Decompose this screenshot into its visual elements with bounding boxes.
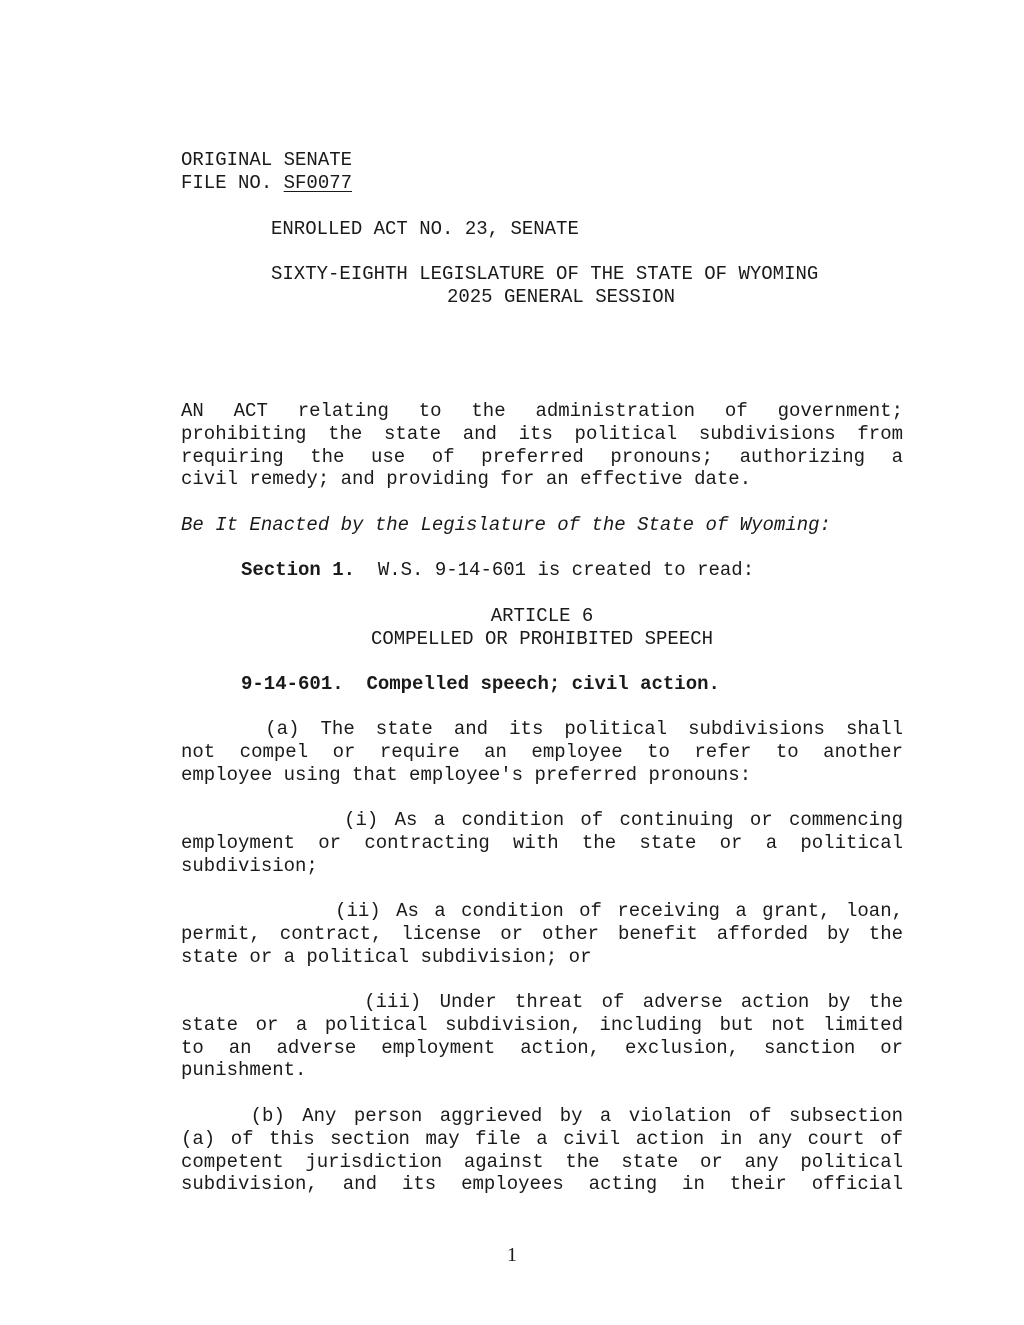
enrolled-act-line: ENROLLED ACT NO. 23, SENATE [271,218,579,240]
subsection-a-line: employee using that employee's preferred pronouns: [181,763,752,786]
paragraph-iii-line: (iii) Under threat of adverse action by the [181,991,903,1013]
paragraph-ii-line: state or a political subdivision; or [181,945,592,968]
header-original [181,149,903,195]
paragraph-i [181,809,903,877]
file-label: FILE NO. [181,171,284,194]
statute-title: Compelled speech; civil action. [366,673,720,695]
enacting-clause [181,514,903,537]
paragraph-iii-line: state or a political subdivision, including but not limited [181,1013,903,1036]
session-line: 2025 GENERAL SESSION [446,285,676,308]
original-senate-line: ORIGINAL SENATE [181,149,353,171]
statute-heading [241,673,903,696]
statute-number: 9-14-601. [241,673,344,695]
section-1 [241,559,903,582]
statute-heading-line [241,673,903,696]
article-number: ARTICLE 6 [490,605,594,627]
paragraph-ii [181,900,903,968]
paragraph-iii-line: to an adverse employment action, exclusion, sanction or [181,1036,903,1059]
section-1-text: W.S. 9-14-601 is created to read: [377,559,755,581]
subsection-a-line: not compel or require an employee to refer to another [181,740,903,763]
act-title-line: civil remedy; and providing for an effective date. [181,468,752,491]
legislature-heading [271,263,851,309]
subsection-b [181,1105,903,1196]
subsection-a [181,718,903,786]
article-heading [181,605,903,651]
act-title-line: prohibiting the state and its political subdivisions from [181,422,903,445]
legislature-line: SIXTY-EIGHTH LEGISLATURE OF THE STATE OF WYOMING [271,263,819,285]
paragraph-ii-line: permit, contract, license or other benefit afforded by the [181,922,903,945]
subsection-b-line: subdivision, and its employees acting in their official [181,1173,903,1196]
section-1-line [241,559,903,582]
act-title-line: requiring the use of preferred pronouns; authorizing a [181,445,903,468]
section-1-label: Section 1. [241,559,356,581]
subsection-b-line: competent jurisdiction against the state or any political [181,1150,903,1173]
paragraph-i-line: (i) As a condition of continuing or commencing [181,809,903,831]
paragraph-i-line: employment or contracting with the state or a political [181,831,903,854]
enacting-clause-text: Be It Enacted by the Legislature of the State of Wyoming: [181,514,831,536]
act-title [181,400,903,491]
subsection-a-line: (a) The state and its political subdivisions shall [181,718,903,740]
subsection-b-line: (b) Any person aggrieved by a violation of subsection [181,1105,903,1127]
paragraph-iii [181,991,903,1082]
act-title-line: AN ACT relating to the administration of government; [181,400,903,422]
paragraph-ii-line: (ii) As a condition of receiving a grant, loan, [181,900,903,922]
file-number: SF0077 [283,171,353,194]
subsection-b-line: (a) of this section may file a civil action in any court of [181,1127,903,1150]
paragraph-i-line: subdivision; [181,854,318,877]
page-number: 1 [507,1244,517,1266]
enrolled-act [271,218,911,241]
paragraph-iii-line: punishment. [181,1059,307,1082]
article-title: COMPELLED OR PROHIBITED SPEECH [370,627,714,650]
file-number-line [181,172,903,195]
